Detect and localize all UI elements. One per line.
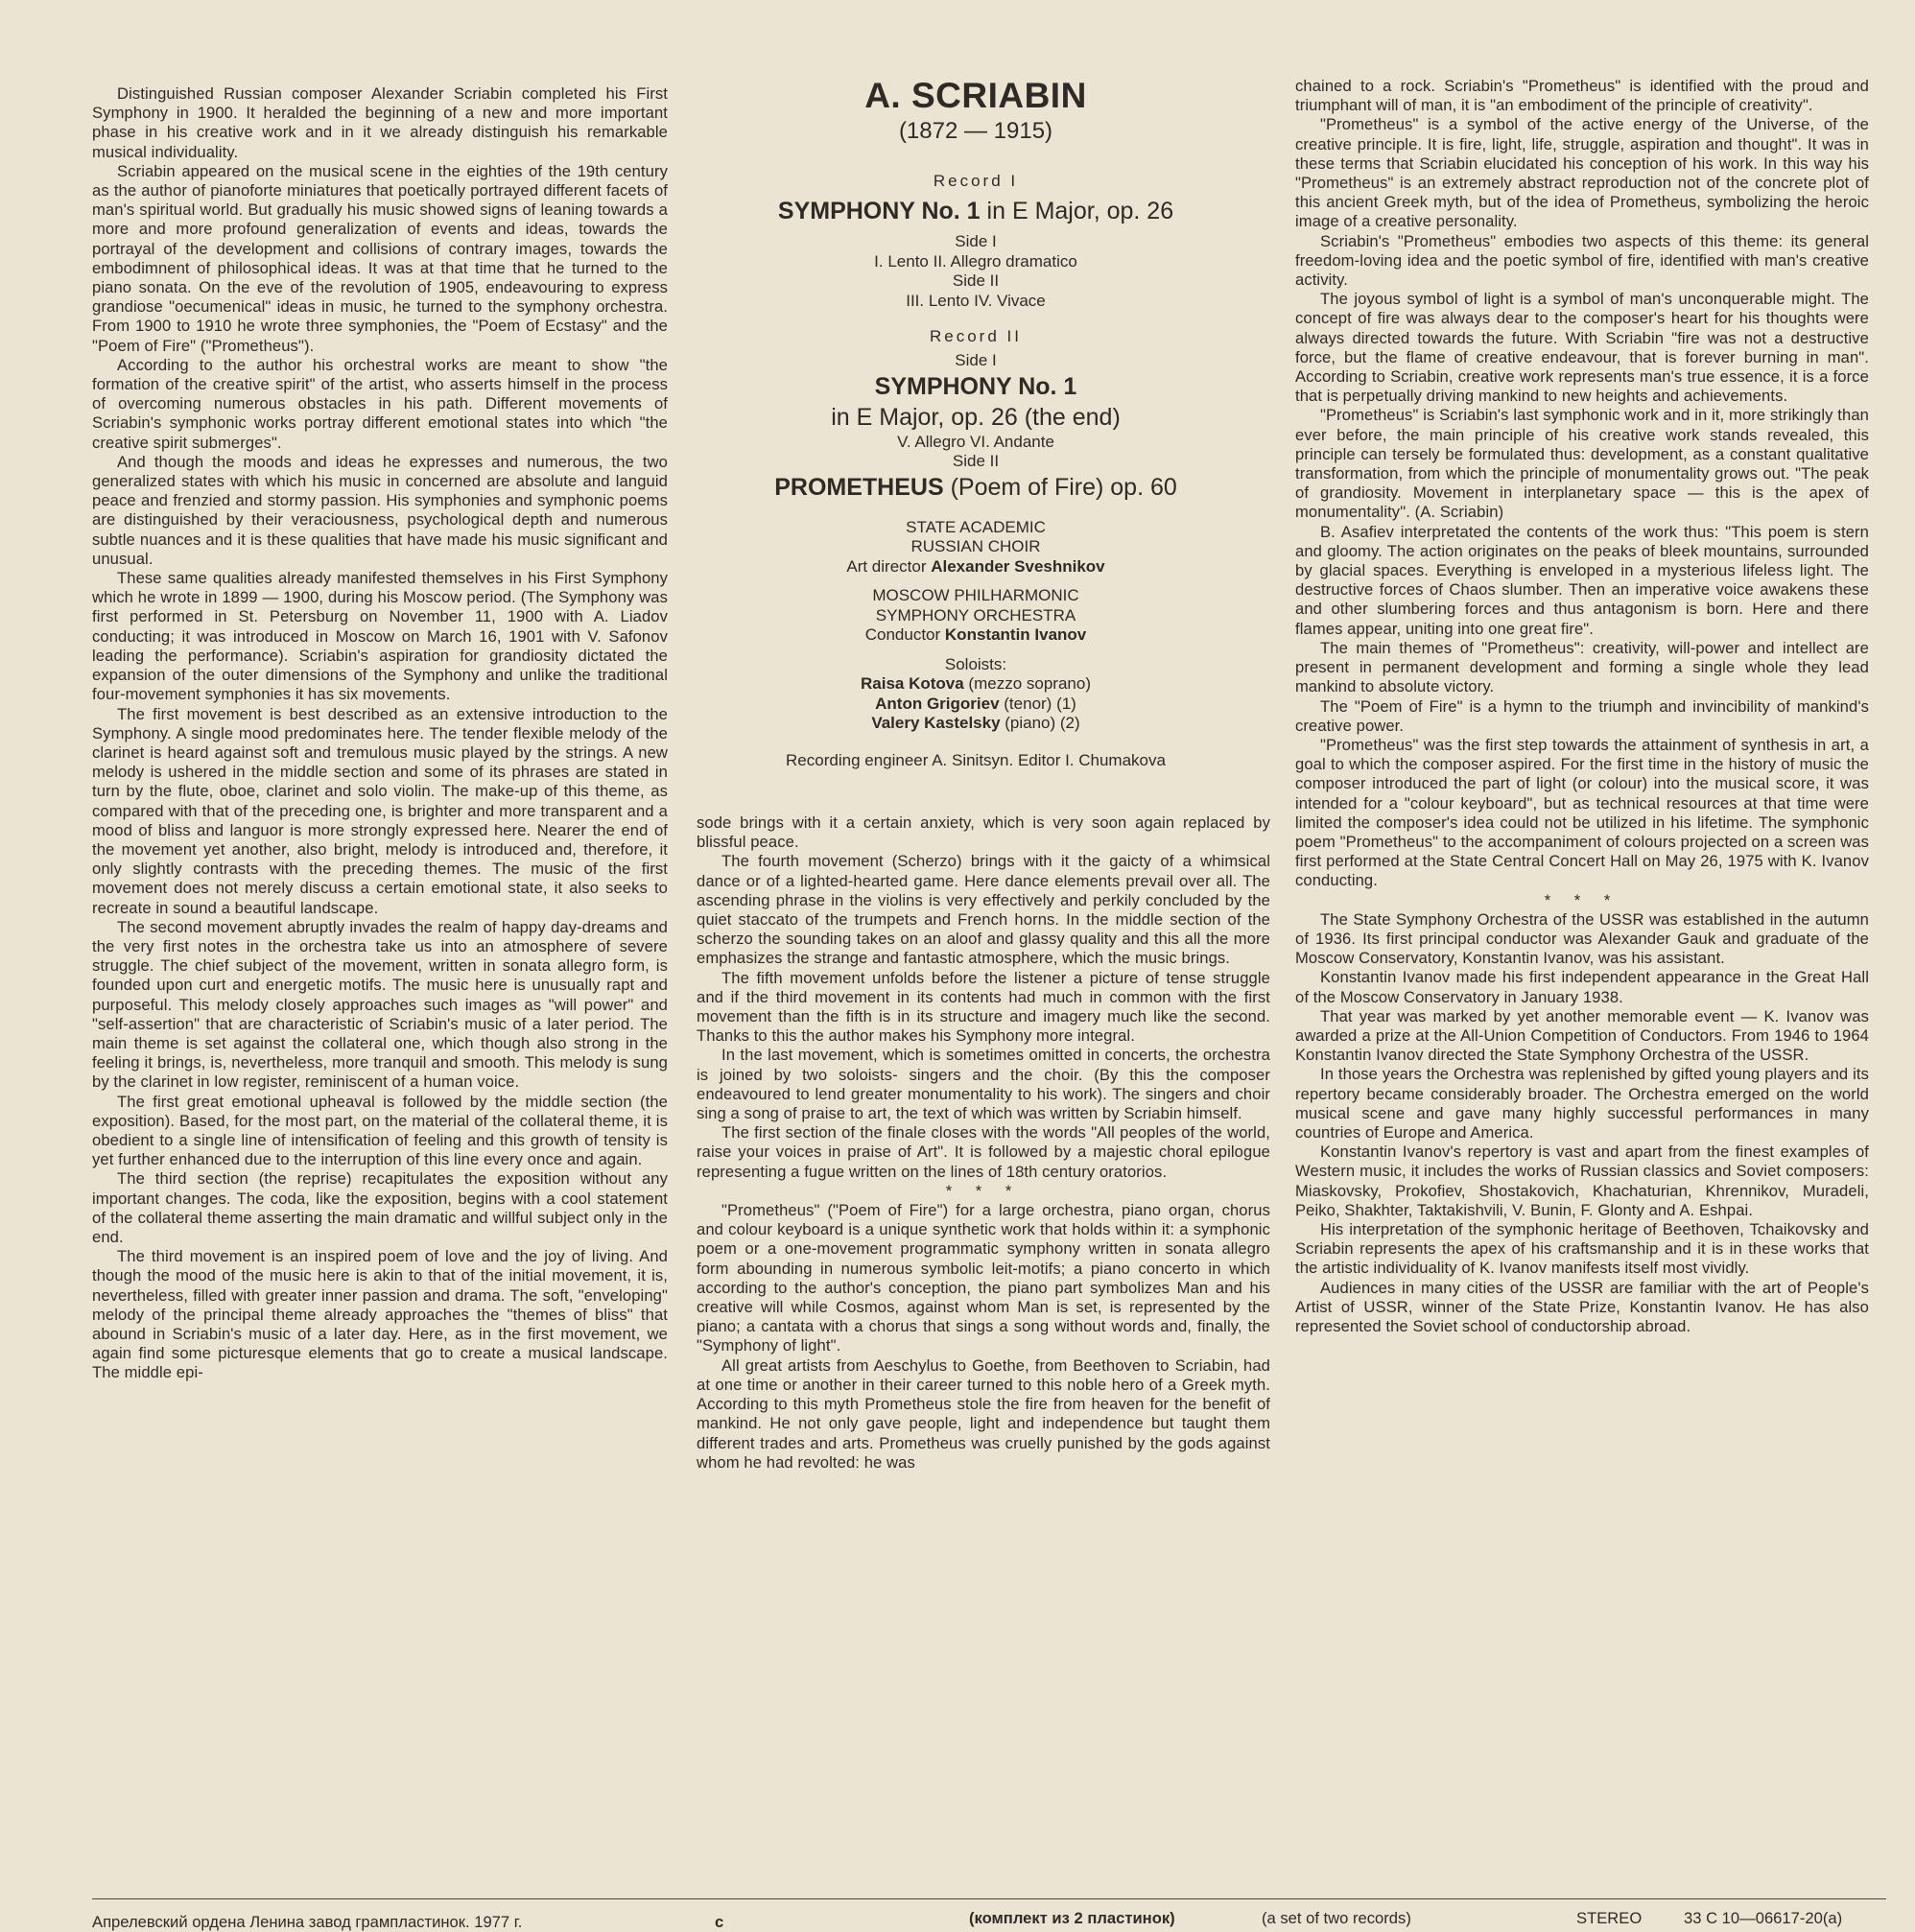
record-2-label: Record II	[930, 327, 1022, 345]
work-subtitle: (Poem of Fire) op. 60	[943, 473, 1177, 501]
conductor	[750, 625, 1201, 646]
paragraph: "Prometheus" is Scriabin's last symphonic work and in it, more strikingly than ever before, the main principle of his creative work stands revealed, this principle can tersely be formulated thus: development, as a constant qualitative transformation, from which the principle of monumentality grows out. "The peak of grandiosity. Movement in interplanetary space — this is the apex of monumentality". (A. Scriabin)	[1295, 406, 1869, 522]
label: Art director	[846, 556, 932, 576]
work-title: SYMPHONY No. 1	[874, 372, 1077, 400]
orchestra-line-2: SYMPHONY ORCHESTRA	[875, 605, 1076, 624]
paragraph: Distinguished Russian composer Alexander Scriabin completed his First Symphony in 1900. It heralded the beginning of a new and more important phase in his creative work and in it we already distinguish his remarkable musical individuality.	[92, 84, 668, 161]
record-1-side-1: Side I	[955, 232, 997, 250]
record-2-work-key: in E Major, op. 26 (the end)	[831, 403, 1121, 431]
paragraph: The second movement abruptly invades the realm of happy day-dreams and the very first notes in the orchestra take us into an atmosphere of severe struggle. The chief subject of the movement, written in sonata allegro form, is founded upon curt and energetic motifs. The music here is unusually rapt and purposeful. This melody closely approaches such images as "will power" and "self-assertion" that are characteristic of Scriabin's music of a later period. The main theme is set against the collateral one, which though also strong in the feeling it brings, is, nevertheless, more tranquil and smooth. This melody is sung by the clarinet in low register, reminiscent of a human voice.	[92, 917, 668, 1092]
name: Anton Grigoriev	[875, 694, 1000, 713]
soloist-3	[750, 714, 1201, 734]
paragraph: All great artists from Aeschylus to Goethe, from Beethoven to Scriabin, had at one time or another in their career turned to this noble hero of a Greek myth. According to this myth Prometheus stole the fire from heaven for the benefit of mankind. He not only gave people, light and independence but taught them different trades and arts. Prometheus was cruelly punished by the gods against whom he had revolted: he was	[697, 1355, 1270, 1472]
footer-rule	[92, 1898, 1886, 1899]
paragraph: Scriabin appeared on the musical scene in the eighties of the 19th century as the author of pianoforte miniatures that poetically portrayed different facets of man's spiritual world. But gradually his music showed signs of leaning towards a more and more profound generalization of events and ideas, towards the portrayal of the development and collisions of contrary images, towards the embodimnent of philosophical ideas. It was at that time that he turned to the piano sonata. On the eve of the revolution of 1905, endeavouring to express grandiose "oecumenical" ideas in music, he turned to the symphony orchestra. From 1900 to 1910 he wrote three symphonies, the "Poem of Ecstasy" and the "Poem of Fire" ("Prometheus").	[92, 161, 668, 355]
section-separator: * * *	[1544, 890, 1620, 909]
paragraph: The third movement is an inspired poem of love and the joy of living. And though the mood of the music here is akin to that of the initial movement, it is, nevertheless, filled with greater inner passion and drama. The soft, "enveloping" melody of the principal theme already approaches the "themes of bliss" that abound in Scriabin's music of a later day. Here, as in the first movement, we again find some picturesque elements that go to create a musical landscape. The middle epi-	[92, 1247, 668, 1382]
paragraph: Konstantin Ivanov made his first independent appearance in the Great Hall of the Moscow Conservatory in January 1938.	[1295, 968, 1869, 1006]
paragraph: That year was marked by yet another memorable event — K. Ivanov was awarded a prize at the All-Union Competition of Conductors. From 1946 to 1964 Konstantin Ivanov directed the State Symphony Orchestra of the USSR.	[1295, 1006, 1869, 1065]
footer-set-ru: (комплект из 2 пластинок)	[969, 1909, 1175, 1927]
paragraph: "Prometheus" is a symbol of the active energy of the Universe, of the creative principle. It is fire, light, life, struggle, aspiration and thought". It was in these terms that Scriabin elucidated his conception of his work. In this way his "Prometheus" is an extremely abstract reproduction not of the concrete plot of this ancient Greek myth, but of the idea of Prometheus, symbolizing the heroic image of a creative personality.	[1295, 115, 1869, 231]
composer-years: (1872 — 1915)	[898, 118, 1053, 144]
record-1-label: Record I	[933, 172, 1019, 190]
work-key: in E Major, op. 26	[980, 198, 1174, 224]
footer-factory: Апрелевский ордена Ленина завод грампластинок. 1977 г.	[92, 1913, 523, 1931]
section-separator: * * *	[945, 1181, 1022, 1200]
paragraph: These same qualities already manifested themselves in his First Symphony which he wrote in 1899 — 1900, during his Moscow period. (The Symphony was first performed in St. Petersburg on November 11, 1900 with A. Liadov conducting; it was introduced in Moscow on March 16, 1901 with V. Safonov leading the performance). Scriabin's aspiration for grandiosity dictated the expansion of the outer dimensions of the Symphony and unlike the traditional four-movement symphonies it has six movements.	[92, 569, 668, 704]
choir-line-2: RUSSIAN CHOIR	[910, 537, 1041, 555]
paragraph: The main themes of "Prometheus": creativity, will-power and intellect are present in permanent development and forming a single whole they lead mankind to absolute victory.	[1295, 638, 1869, 696]
paragraph: chained to a rock. Scriabin's "Prometheus" is identified with the proud and triumphant will of man, it is "an embodiment of the principle of creativity".	[1295, 77, 1869, 115]
paragraph: Scriabin's "Prometheus" embodies two aspects of this theme: its general freedom-loving idea and the poetic symbol of fire, identified with man's creative activity.	[1295, 231, 1869, 290]
paragraph: His interpretation of the symphonic heritage of Beethoven, Tchaikovsky and Scriabin represents the apex of his craftsmanship and it is in these works that the artistic individuality of K. Ivanov manifests itself most vividly.	[1295, 1219, 1869, 1278]
record-2-work-title	[750, 371, 1201, 402]
paragraph: The "Poem of Fire" is a hymn to the triumph and invincibility of mankind's creative power.	[1295, 696, 1869, 735]
record-2-work-2	[750, 472, 1201, 503]
soloist-2	[750, 695, 1201, 715]
record-1-side-2: Side II	[952, 271, 1000, 290]
track-listing	[750, 75, 1201, 770]
paragraph: The fourth movement (Scherzo) brings with it the gaicty of a whimsical dance or of a lighted-hearted game. Here dance elements prevail over all. The ascending phrase in the violins is very effectively and perkily concluded by the quiet staccato of the trumpets and French horns. In the middle section of the scherzo the sounding takes on an aloof and glassy quality and this all the more emphasizes the strange and fantastic atmosphere, which the music brings.	[697, 852, 1270, 968]
record-1-side-1-tracks: I. Lento II. Allegro dramatico	[874, 251, 1077, 271]
work-title: PROMETHEUS	[774, 473, 944, 501]
paragraph: The first great emotional upheaval is followed by the middle section (the exposition). Based, for the most part, on the material of the collateral theme, it is obedient to a single line of intensification of feeling and this growth of tensity is yet further enhanced due to the interruption of this line every once and again.	[92, 1092, 668, 1169]
footer-mark: с	[715, 1913, 724, 1931]
paragraph: "Prometheus" ("Poem of Fire") for a large orchestra, piano organ, chorus and colour keyboard is a unique synthetic work that holds within it: a symphonic poem or a one-movement programmatic symphony written in sonata allegro form abounding in numerous symbolic leit-motifs; a piano concerto in which according to the author's conception, the piano part symbolizes Man and his creative will while Cosmos, against whom Man is set, is represented by the piano; a cantata with a chorus that sings a song without words and, finally, the "Symphony of light".	[697, 1201, 1270, 1355]
composer-title: A. SCRIABIN	[864, 76, 1087, 115]
column-middle	[697, 813, 1270, 1473]
paragraph: According to the author his orchestral works are meant to show "the formation of the creative spirit" of the artist, who asserts himself in the process of overcoming numerous obstacles in his path. Different movements of Scriabin's symphonic works portray different emotional states into which "the creative spirit submerges".	[92, 355, 668, 452]
footer-stereo: STEREO	[1576, 1909, 1643, 1927]
paragraph: B. Asafiev interpretated the contents of the work thus: "This poem is stern and gloomy. The action originates on the peaks of bleek mountains, surrounded by glacial spaces. Everything is enveloped in a mysterious lifeless light. The destructive forces of Chaos slumber. Then an imperative voice awakens these and other slumbering forces and thus antagonism is born. Here and there flames appear, uniting into one great fire".	[1295, 522, 1869, 638]
paragraph: The State Symphony Orchestra of the USSR was established in the autumn of 1936. Its first principal conductor was Alexander Gauk and graduate of the Moscow Conservatory, Konstantin Ivanov, was his assistant.	[1295, 909, 1869, 968]
soloist-1	[750, 674, 1201, 695]
record-2-side-2: Side II	[952, 452, 1000, 470]
record-1-work	[750, 196, 1201, 226]
name: Alexander Sveshnikov	[931, 556, 1105, 576]
paragraph: The joyous symbol of light is a symbol of man's unconquerable might. The concept of fire was always dear to the composer's heart for his thoughts were always directed towards the future. With Scriabin "fire was not a destructive force, but the flame of creative endeavour, that is forever burning in man". According to Scriabin, creative work represents man's true essence, it is a force that is perpetually driving mankind to new heights and achievements.	[1295, 290, 1869, 406]
name: Valery Kastelsky	[871, 714, 1001, 732]
work-title: SYMPHONY No. 1	[777, 198, 981, 224]
paragraph: Konstantin Ivanov's repertory is vast and apart from the finest examples of Western music, it includes the works of Russian classics and Soviet composers: Miaskovsky, Prokofiev, Shostakovich, Khachaturian, Khrennikov, Muradeli, Peiko, Shakhter, Taktakishvili, V. Bunin, F. Glonty and A. Eshpai.	[1295, 1143, 1869, 1219]
paragraph: sode brings with it a certain anxiety, which is very soon again replaced by blissful peace.	[697, 813, 1270, 852]
paragraph: The first movement is best described as an extensive introduction to the Symphony. A single mood predominates here. The tender flexible melody of the clarinet is heard against soft and tremulous music played by the strings. A new melody is ushered in the middle section and some of its phrases are stated in turn by the flute, oboe, clarinet and solo violin. The make-up of this theme, as compared with that of the preceding one, is brighter and more transparent and a mood of bliss and languor is more strongly expressed here. Nearer the end of the movement yet another, also bright, melody is introduced and, therefore, it only slightly contrasts with the preceding themes. The music of the first movement does not merely discuss a certain emotional state, it also seeks to recreate in sound a beautiful landscape.	[92, 704, 668, 917]
name: Konstantin Ivanov	[944, 625, 1087, 644]
role: (tenor) (1)	[999, 694, 1076, 713]
name: Raisa Kotova	[861, 674, 964, 693]
paragraph: The fifth movement unfolds before the listener a picture of tense struggle and if the third movement in its contents had much in common with the first movement than the fifth is in its structure and imagery much like the second. Thanks to this the author makes his Symphony more integral.	[697, 968, 1270, 1046]
record-2-side-1: Side I	[955, 351, 997, 369]
record-2-side-1-tracks: V. Allegro VI. Andante	[897, 432, 1054, 451]
paragraph: In the last movement, which is sometimes omitted in concerts, the orchestra is joined by two soloists- singers and the choir. (By this the composer endeavoured to lend greater monumentality to his work). The singers and choir sing a song of praise to art, the text of which was written by Scriabin himself.	[697, 1046, 1270, 1123]
choir-line-1: STATE ACADEMIC	[906, 517, 1046, 536]
role: (piano) (2)	[1000, 714, 1080, 732]
column-right	[1295, 77, 1869, 1336]
paragraph: "Prometheus" was the first step towards the attainment of synthesis in art, a goal to which the composer aspired. For the first time in the history of music the composer introduced the part of light (or colour) into the musical score, it was intended for a "colour keyboard", but as technical resources at that time were limited the composer's idea could not be utilized in his lifetime. The symphonic poem "Prometheus" to the accompaniment of colours projected on a screen was first performed at the State Central Concert Hall on May 26, 1975 with K. Ivanov conducting.	[1295, 735, 1869, 890]
footer-set-en: (a set of two records)	[1262, 1909, 1411, 1927]
choir-director	[750, 557, 1201, 577]
record-1-side-2-tracks: III. Lento IV. Vivace	[906, 291, 1046, 310]
column-left	[92, 84, 668, 1383]
paragraph: And though the moods and ideas he expresses and numerous, the two generalized states with which his music in concerned are absolute and languid peace and frenzied and stormy passion. His symphonies and symphonic poems are distinguished by their veraciousness, psychological depth and numerous subtle nuances and it is these qualities that have made his music significant and unusual.	[92, 452, 668, 568]
paragraph: The third section (the reprise) recapitulates the exposition without any important changes. The coda, like the exposition, begins with a cool statement of the collateral theme asserting the main dramatic and willful subject only in the end.	[92, 1169, 668, 1246]
paragraph: In those years the Orchestra was replenished by gifted young players and its repertory became considerably broader. The Orchestra emerged on the world musical scene and gave many highly successful performances in many countries of Europe and America.	[1295, 1065, 1869, 1142]
footer-catalog-number: 33 С 10—06617-20(а)	[1684, 1909, 1843, 1927]
credits: Recording engineer A. Sinitsyn. Editor I. Chumakova	[786, 750, 1166, 769]
role: (mezzo soprano)	[963, 674, 1091, 693]
soloists-label: Soloists:	[944, 654, 1007, 673]
label: Conductor	[864, 625, 945, 644]
paragraph: Audiences in many cities of the USSR are familiar with the art of People's Artist of USSR, winner of the State Prize, Konstantin Ivanov. He has also represented the Soviet school of conductorship abroad.	[1295, 1278, 1869, 1335]
orchestra-line-1: MOSCOW PHILHARMONIC	[872, 586, 1079, 604]
paragraph: The first section of the finale closes with the words "All peoples of the world, raise your voices in praise of Art". It is followed by a majestic choral epilogue representing a fugue written on the lines of 18th century oratorios.	[697, 1123, 1270, 1181]
